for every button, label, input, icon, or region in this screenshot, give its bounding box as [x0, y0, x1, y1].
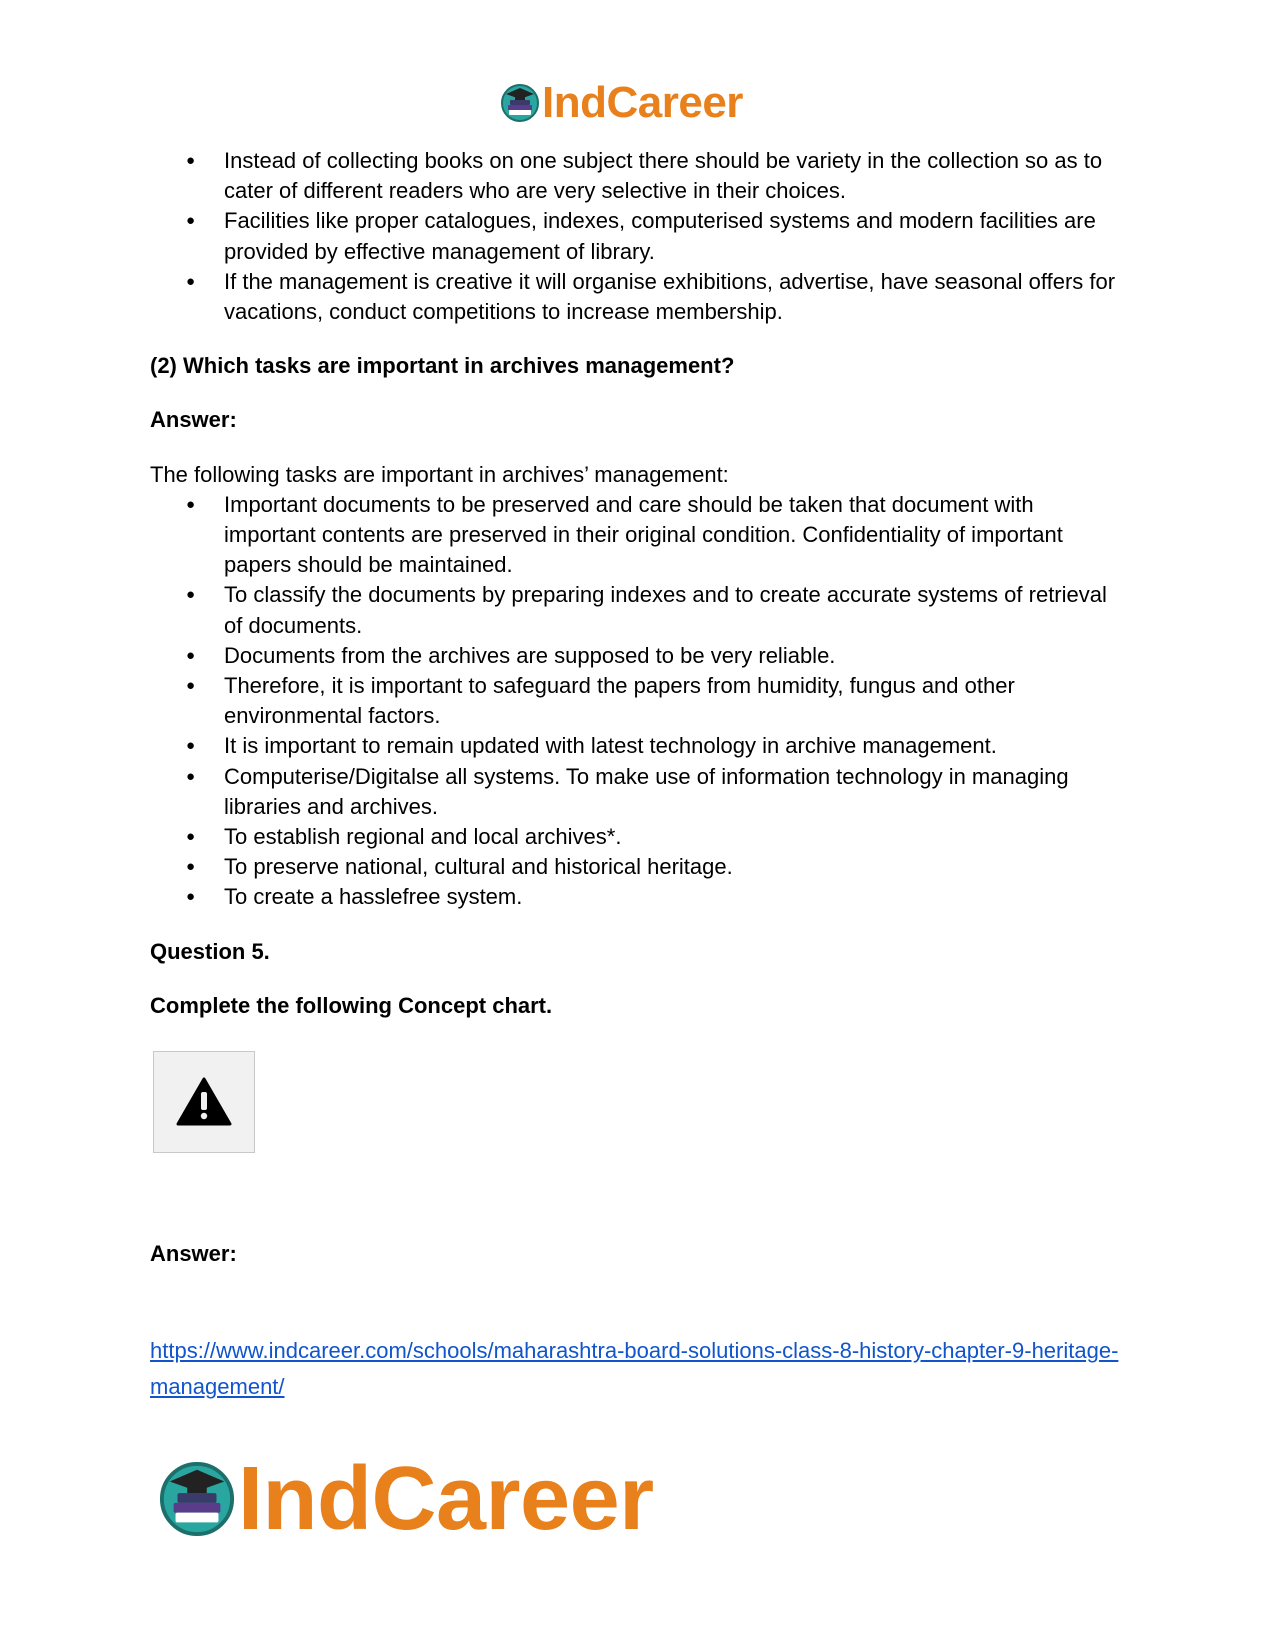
logo-emblem-icon	[158, 1460, 236, 1538]
list-item: ● Instead of collecting books on one subject there should be variety in the collection so as to cater of different readers who are very selective in their choices.	[150, 146, 1130, 206]
list-item: ● Therefore, it is important to safeguard the papers from humidity, fungus and other environmental factors.	[150, 671, 1130, 731]
list-item: ● To establish regional and local archives*.	[150, 822, 1130, 852]
question-number: Question 5.	[150, 938, 270, 964]
logo-emblem-icon	[500, 83, 540, 123]
logo-text: IndCareer	[542, 78, 743, 127]
list-item: ● Computerise/Digitalse all systems. To make use of information technology in managing libraries and archives.	[150, 762, 1130, 822]
answer-intro: The following tasks are important in archives’ management:	[150, 461, 729, 487]
list-item: ● Important documents to be preserved and care should be taken that document with important contents are preserved in their original condition. Confidentiality of important papers should be maintained.	[150, 490, 1130, 581]
warning-icon	[176, 1077, 232, 1127]
document-body	[150, 146, 1130, 1405]
header-logo	[500, 78, 743, 128]
question-instruction: Complete the following Concept chart.	[150, 992, 553, 1018]
answer-label: Answer:	[150, 407, 237, 433]
answer-label-2: Answer:	[150, 1241, 237, 1267]
list-item: ● Documents from the archives are supposed to be very reliable.	[150, 641, 1130, 671]
library-bullet-list	[150, 146, 1130, 327]
source-link[interactable]: https://www.indcareer.com/schools/maharashtra-board-solutions-class-8-history-chapter-9-heritage-management/	[150, 1338, 1119, 1400]
list-item: ● To preserve national, cultural and historical heritage.	[150, 852, 1130, 882]
footer-logo	[158, 1449, 654, 1549]
list-item: ● Facilities like proper catalogues, indexes, computerised systems and modern facilities are provided by effective management of library.	[150, 206, 1130, 266]
list-item: ● If the management is creative it will organise exhibitions, advertise, have seasonal offers for vacations, conduct competitions to increase membership.	[150, 267, 1130, 327]
list-item: ● It is important to remain updated with latest technology in archive management.	[150, 731, 1130, 761]
broken-image-placeholder	[153, 1051, 255, 1153]
archive-task-list	[150, 490, 1130, 913]
question-heading: (2) Which tasks are important in archives management?	[150, 353, 735, 379]
logo-text: IndCareer	[238, 1449, 654, 1549]
list-item: ● To create a hasslefree system.	[150, 882, 1130, 912]
list-item: ● To classify the documents by preparing indexes and to create accurate systems of retrieval of documents.	[150, 580, 1130, 640]
